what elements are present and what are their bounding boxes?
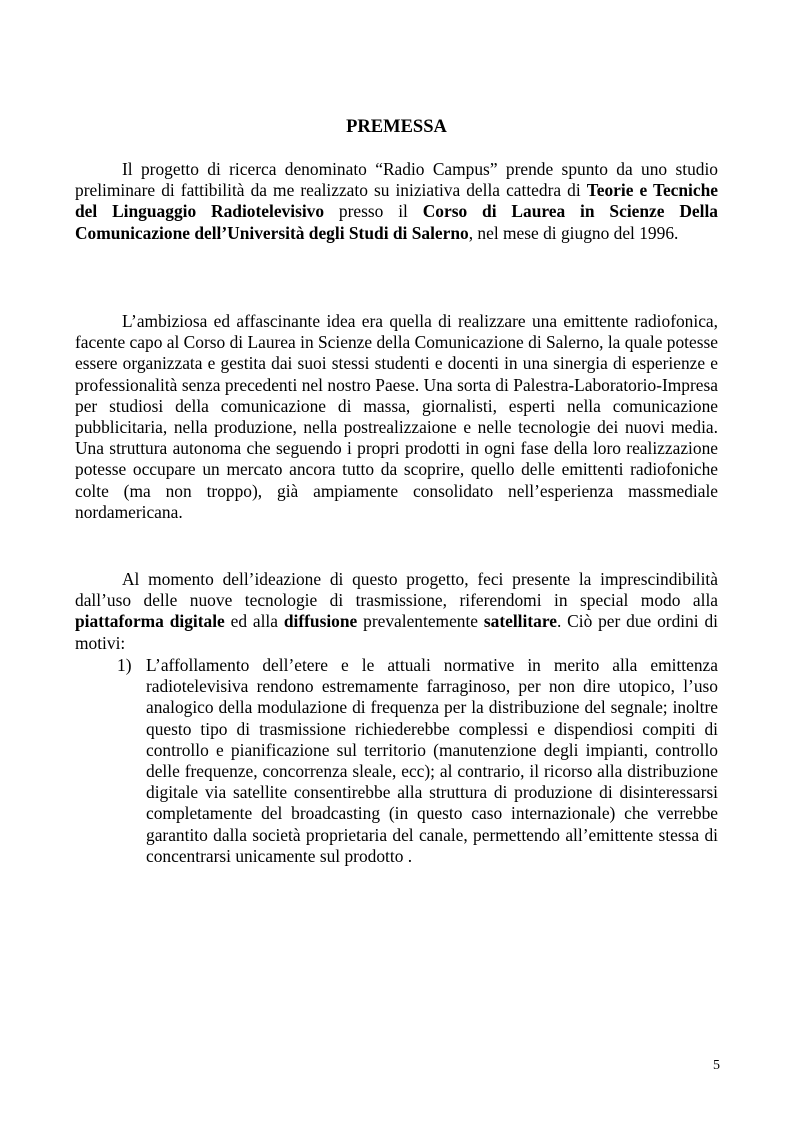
page-number: 5 xyxy=(713,1058,720,1073)
digital-platform-bold: piattaforma digitale xyxy=(75,611,225,632)
course-name-bold: Teorie e Tecniche del Linguaggio Radiotelevisivo xyxy=(75,180,718,222)
paragraph-technology-text-3: prevalentemente xyxy=(357,611,484,632)
page-title: PREMESSA xyxy=(346,117,447,137)
paragraph-intro xyxy=(75,159,718,244)
list-item-text: L’affollamento dell’etere e le attuali normative in merito alla emittenza radiotelevisiva rendono estremamente farraginoso, per non dire utopico, l’uso analogico della modulazione di frequenza per la distribuzione del segnale; inoltre questo tipo di trasmissione richiederebbe complessi e dispendiosi compiti di controllo e pianificazione sul territorio (manutenzione degli impianti, controllo delle frequenze, concorrenza sleale, ecc); al contrario, il ricorso alla distribuzione digitale via satellite consentirebbe alla struttura di produzione di disinteressarsi completamente del broadcasting (in questo caso internazionale) che verrebbe garantito dalla società proprietaria del canale, permettendo all’emittente stessa di concentrarsi unicamente sul prodotto . xyxy=(146,655,718,866)
paragraph-intro-text-3: , nel mese di giugno del 1996. xyxy=(468,222,679,243)
satellite-bold: satellitare xyxy=(483,611,557,632)
paragraph-technology-text-1: Al momento dell’ideazione di questo progetto, feci presente la imprescindibilità dall’uso delle nuove tecnologie di trasmissione, riferendomi in special modo alla xyxy=(75,569,718,611)
list-item xyxy=(75,655,718,867)
paragraph-idea: L’ambiziosa ed affascinante idea era quella di realizzare una emittente radiofonica, facente capo al Corso di Laurea in Scienze della Comunicazione di Salerno, la quale potesse essere organizzata e gestita dai suoi stessi studenti e docenti in una sinergia di esperienze e professionalità senza precedenti nel nostro Paese. Una sorta di Palestra-Laboratorio-Impresa per studiosi della comunicazione di massa, giornalisti, esperti nella comunicazione pubblicitaria, nella produzione, nella postrealizzaione e nelle tecnologie dei nuovi media. Una struttura autonoma che seguendo i propri prodotti in ogni fase della loro realizzazione potesse occupare un mercato ancora tutto da scoprire, quello delle emittenti radiofoniche colte (ma non troppo), già ampiamente consolidato nell’esperienza massmediale nordamericana. xyxy=(75,311,718,522)
paragraph-technology-text-4: . Ciò per due ordini di motivi: xyxy=(75,611,719,653)
paragraph-technology-text-2: ed alla xyxy=(224,611,284,632)
reasons-list xyxy=(75,655,718,867)
university-name-bold: Corso di Laurea in Scienze Della Comunicazione dell’Università degli Studi di Salerno xyxy=(75,201,718,243)
list-marker: 1) xyxy=(117,655,132,675)
paragraph-technology xyxy=(75,569,718,654)
diffusion-bold: diffusione xyxy=(283,611,358,632)
paragraph-intro-text-2: presso il xyxy=(324,201,423,222)
paragraph-intro-text-1: Il progetto di ricerca denominato “Radio Campus” prende spunto da uno studio preliminare di fattibilità da me realizzato su iniziativa della cattedra di xyxy=(75,159,718,201)
